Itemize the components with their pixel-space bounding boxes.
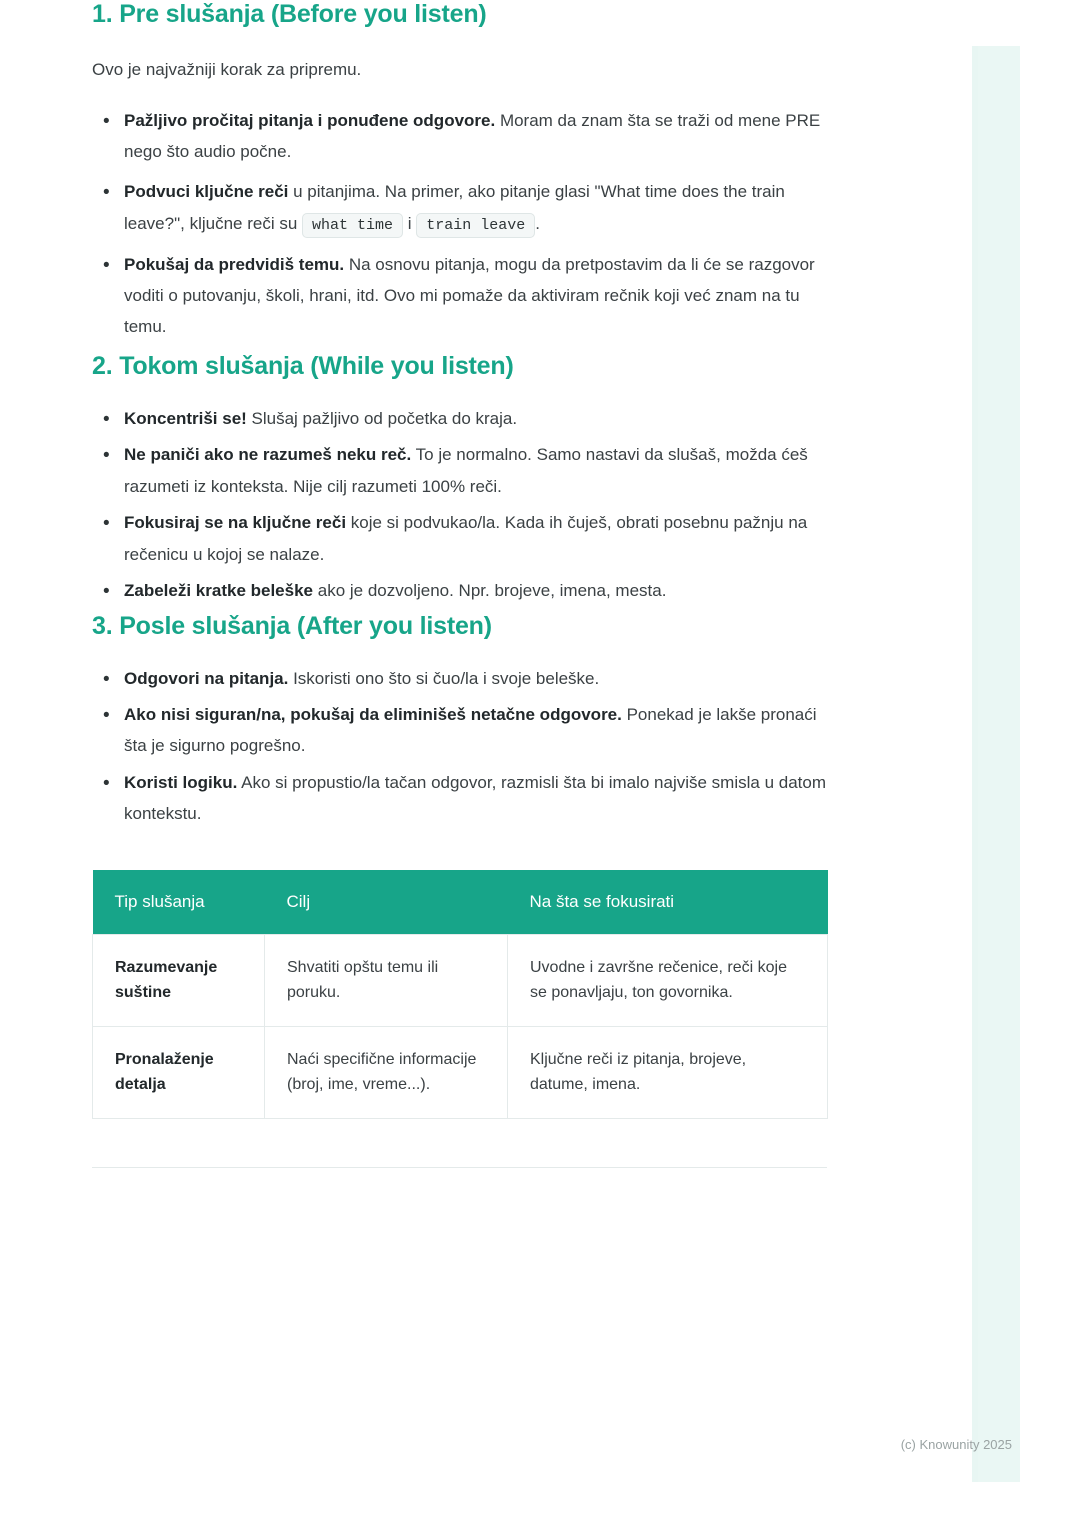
table-cell-goal: Shvatiti opštu temu ili poruku. [265,934,508,1026]
table-cell-type: Razumevanje suštine [93,934,265,1026]
section-3-bullet-list [92,663,832,830]
bullet-text: Moram da znam šta se traži od mene PRE nego što audio počne. [124,110,821,161]
list-item [92,699,832,762]
bullet-text: Ako si propustio/la tačan odgovor, razmisli šta bi imalo najviše smisla u datom kontekstu. [124,772,827,824]
list-item [92,403,832,434]
bullet-lead: Koristi logiku. [124,772,238,792]
list-item [92,439,832,502]
bullet-text: Slušaj pažljivo od početka do kraja. [246,408,518,428]
table-header-row [93,870,828,935]
section-1-bullet-list [92,105,832,343]
list-item [92,575,832,606]
bullet-text: koje si podvukao/la. Kada ih čuješ, obrati posebnu pažnju na rečenicu u kojoj se nalaze. [124,513,808,564]
bullet-text: To je normalno. Samo nastavi da slušaš, možda ćeš razumeti iz konteksta. Nije cilj razumeti 100% reči. [124,445,808,496]
bullet-text: ako je dozvoljeno. Npr. brojeve, imena, mesta. [313,581,667,601]
section-2-bullet-list [92,403,832,607]
footer-divider [92,1167,827,1168]
list-item [92,767,832,830]
copyright-notice: (c) Knowunity 2025 [900,1437,1012,1452]
list-item [92,105,832,168]
list-item [92,663,832,694]
bullet-text: Na osnovu pitanja, mogu da pretpostavim da li će se razgovor voditi o putovanju, školi, hrani, itd. Ovo mi pomaže da aktiviram rečnik koji već znam na tu temu. [124,254,815,337]
table-cell-focus: Ključne reči iz pitanja, brojeve, datume, imena. [508,1026,828,1118]
bullet-lead: Pažljivo pročitaj pitanja i ponuđene odgovore. [124,110,496,130]
bullet-lead: Fokusiraj se na ključne reči [124,513,347,533]
table-column-header-goal: Cilj [265,870,508,935]
bullet-lead: Ako nisi siguran/na, pokušaj da eliminišeš netačne odgovore. [124,704,622,724]
table-row [93,1026,828,1118]
list-item [92,249,832,343]
bullet-text-mid: i [403,213,417,233]
list-item [92,507,832,570]
list-item [92,176,832,239]
bullet-lead: Pokušaj da predvidiš temu. [124,254,345,274]
bullet-text: Iskoristi ono što si čuo/la i svoje beleške. [288,668,600,688]
bullet-lead: Ne paniči ako ne razumeš neku reč. [124,445,412,465]
keyword-chip-train-leave: train leave [416,213,535,238]
section-1-intro: Ovo je najvažniji korak za pripremu. [92,60,362,79]
bullet-lead: Podvuci ključne reči [124,182,289,202]
section-heading-2: 2. Tokom slušanja (While you listen) [92,351,514,380]
bullet-text: u pitanjima. Na primer, ako pitanje glasi "What time does the train leave?", ključne reči su [124,182,785,233]
bullet-lead: Koncentriši se! [124,408,247,428]
table-cell-type: Pronalaženje detalja [93,1026,265,1118]
table-header [93,870,828,935]
table-body [93,934,828,1118]
section-heading-3: 3. Posle slušanja (After you listen) [92,611,492,640]
keyword-chip-what-time: what time [302,213,403,238]
table-cell-focus: Uvodne i završne rečenice, reči koje se ponavljaju, ton govornika. [508,934,828,1026]
table-column-header-type: Tip slušanja [93,870,265,935]
section-heading-1: 1. Pre slušanja (Before you listen) [92,0,487,28]
bullet-text: Ponekad je lakše pronaći šta je sigurno pogrešno. [124,704,817,756]
bullet-text-tail: . [535,213,541,233]
listening-types-table [92,870,828,1119]
document-content [92,0,832,1168]
table-row [93,934,828,1026]
table-column-header-focus: Na šta se fokusirati [508,870,828,935]
right-edge-stripe-outer [978,46,1020,1482]
bullet-lead: Zabeleži kratke beleške [124,581,314,601]
table-cell-goal: Naći specifične informacije (broj, ime, vreme...). [265,1026,508,1118]
bullet-lead: Odgovori na pitanja. [124,668,289,688]
